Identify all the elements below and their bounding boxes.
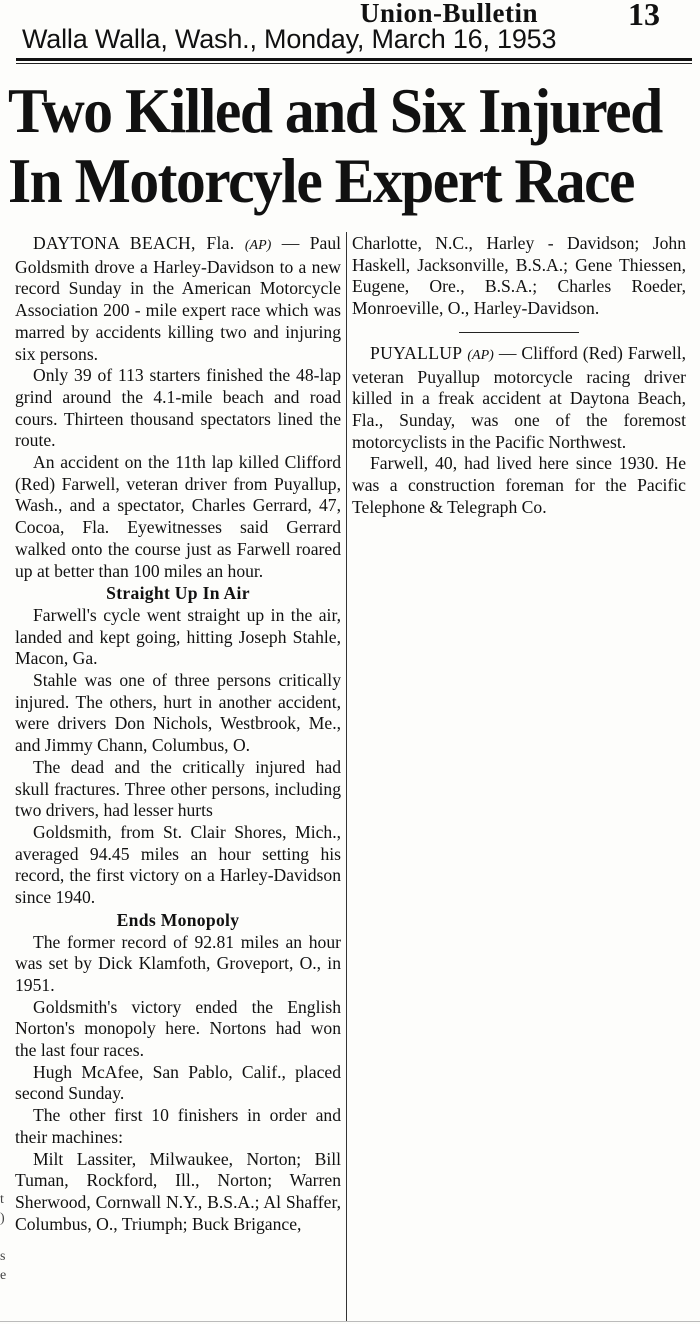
story-dateline: DAYTONA BEACH, Fla. bbox=[33, 233, 235, 253]
edge-mark: ) bbox=[0, 1211, 5, 1226]
paragraph: The dead and the critically injured had skull fractures. Three other persons, including two drivers, had lesser hurts bbox=[15, 756, 341, 821]
column-divider bbox=[346, 232, 347, 1322]
ap-wire-mark: (AP) bbox=[467, 347, 494, 363]
puyallup-lead-text: — Clifford (Red) Farwell, veteran Puyallup motorcycle racing driver killed in a freak accident at Daytona Beach, Fla., Sunday, was one of the foremost motorcyclists in the Pacific Northwest. bbox=[352, 342, 686, 452]
page-bottom-edge bbox=[0, 1321, 700, 1322]
lead-text: — Paul Goldsmith drove a Harley-Davidson to a new record Sunday in the American Motorcycle Association 200 - mile expert race which was marred by accidents killing two and injuring six persons. bbox=[15, 233, 342, 364]
edge-mark: t bbox=[0, 1192, 4, 1207]
masthead-rule-thin bbox=[16, 63, 692, 64]
page-number: 13 bbox=[628, 0, 660, 32]
paragraph: Stahle was one of three persons critically injured. The others, hurt in another accident, were drivers Don Nichols, Westbrook, Me., and Jimmy Chann, Columbus, O. bbox=[15, 670, 341, 756]
paragraph: Hugh McAfee, San Pablo, Calif., placed second Sunday. bbox=[15, 1061, 341, 1104]
continued-paragraph: Charlotte, N.C., Harley - Davidson; John Haskell, Jacksonville, B.S.A.; Gene Thiessen, Eugene, Ore., B.S.A.; Charles Roeder, Monroeville, O., Harley-Davidson. bbox=[352, 233, 686, 319]
masthead-rule bbox=[16, 58, 692, 61]
paragraph: Farwell's cycle went straight up in the air, landed and kept going, hitting Joseph Stahle, Macon, Ga. bbox=[15, 604, 341, 669]
paragraph: Only 39 of 113 starters finished the 48-lap grind around the 4.1-mile beach and road cours. Thirteen thousand spectators lined the route. bbox=[15, 365, 341, 451]
headline-line-1: Two Killed and Six Injured bbox=[8, 75, 662, 146]
puyallup-dateline: PUYALLUP bbox=[370, 342, 463, 363]
ap-wire-mark: (AP) bbox=[244, 238, 272, 253]
paragraph: Milt Lassiter, Milwaukee, Norton; Bill Tuman, Rockford, Ill., Norton; Warren Sherwood, Cornwall N.Y., B.S.A.; Al Shaffer, Columbus, O., Triumph; Buck Brigance, bbox=[15, 1148, 341, 1234]
paper-name: Union-Bulletin bbox=[360, 0, 539, 28]
edge-mark: s bbox=[0, 1249, 6, 1264]
lead-paragraph bbox=[15, 233, 341, 365]
story-column-left bbox=[15, 233, 341, 1235]
adjacent-column-fragment bbox=[0, 1190, 8, 1324]
paragraph: Goldsmith's victory ended the English Norton's monopoly here. Nortons had won the last four races. bbox=[15, 996, 341, 1061]
paragraph: The other first 10 finishers in order and their machines: bbox=[15, 1105, 341, 1147]
headline-line-2: In Motorcyle Expert Race bbox=[8, 145, 634, 216]
edge-mark: e bbox=[0, 1268, 7, 1283]
subhead-straight-up: Straight Up In Air bbox=[106, 583, 250, 604]
subhead-ends-monopoly: Ends Monopoly bbox=[116, 909, 240, 930]
puyallup-lead-paragraph bbox=[352, 343, 686, 454]
story-divider bbox=[459, 332, 579, 333]
masthead bbox=[0, 0, 700, 62]
headline bbox=[8, 75, 662, 216]
paragraph: Farwell, 40, had lived here since 1930. He was a construction foreman for the Pacific Telephone & Telegraph Co. bbox=[352, 453, 686, 517]
issue-dateline: Walla Walla, Wash., Monday, March 16, 1953 bbox=[22, 24, 557, 54]
edge-mark bbox=[0, 1228, 8, 1247]
paragraph: The former record of 92.81 miles an hour was set by Dick Klamfoth, Groveport, O., in 1951. bbox=[15, 931, 341, 995]
paragraph: An accident on the 11th lap killed Clifford (Red) Farwell, veteran driver from Puyallup, Wash., and a spectator, Charles Gerrard, 47, Cocoa, Fla. Eyewitnesses said Gerrard walked onto the course just as Farwell roared up at better than 100 miles an hour. bbox=[15, 452, 341, 581]
paragraph: Goldsmith, from St. Clair Shores, Mich., averaged 94.45 miles an hour setting his record, the first victory on a Harley-Davidson since 1940. bbox=[15, 821, 341, 908]
story-column-right bbox=[352, 233, 686, 518]
